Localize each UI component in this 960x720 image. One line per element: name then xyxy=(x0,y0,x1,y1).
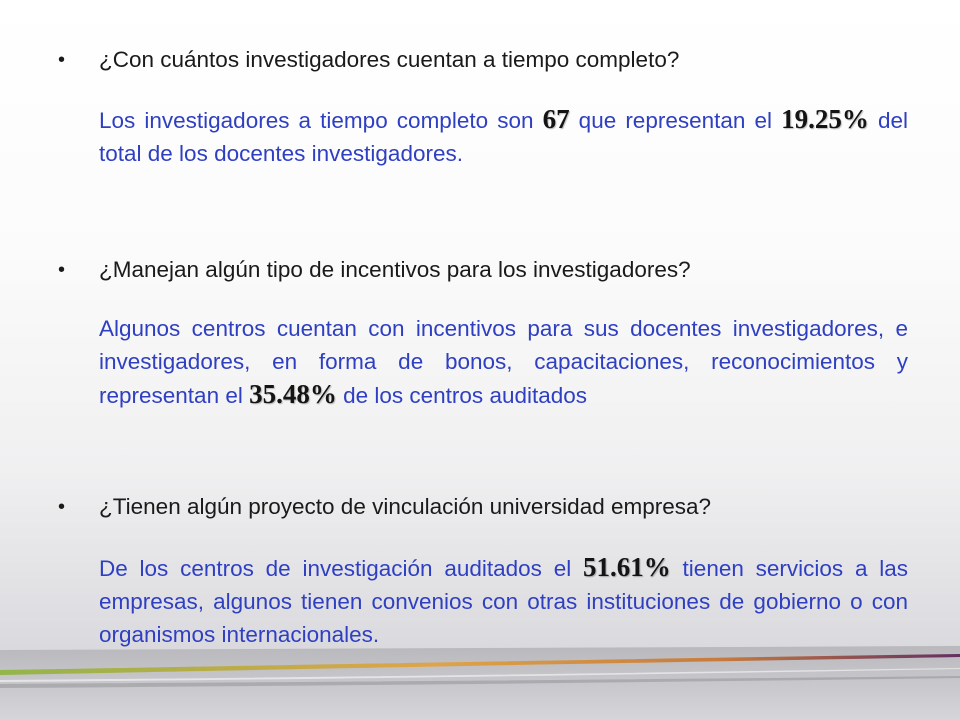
question-text: ¿Tienen algún proyecto de vinculación universidad empresa? xyxy=(99,494,712,519)
answer-text: de los centros auditados xyxy=(336,383,588,408)
answer-text: De los centros de investigación auditados el xyxy=(99,556,584,581)
footer-decoration xyxy=(0,640,960,720)
answer-1 xyxy=(99,103,908,170)
highlight-value: 35.48% xyxy=(249,379,337,409)
highlight-value: 51.61% xyxy=(583,552,671,582)
answer-2 xyxy=(99,312,908,412)
bullet-icon: • xyxy=(58,259,66,281)
bullet-icon: • xyxy=(58,49,66,71)
answer-text: tienen servicios a las empresas, algunos tienen convenios con otras instituciones de gobierno o con organismos internacionales. xyxy=(99,556,909,647)
answer-3 xyxy=(99,551,908,651)
answer-text: Algunos centros cuentan con incentivos para sus docentes investigadores, e investigadores, en forma de bonos, capacitaciones, reconocimientos y representan el xyxy=(99,316,908,408)
highlight-value: 67 xyxy=(542,104,570,134)
answer-text: que representan el xyxy=(569,108,782,133)
bullet-icon: • xyxy=(58,496,66,518)
question-text: ¿Con cuántos investigadores cuentan a tiempo completo? xyxy=(99,47,680,72)
question-text: ¿Manejan algún tipo de incentivos para los investigadores? xyxy=(99,257,691,282)
answer-text: del total de los docentes investigadores. xyxy=(99,108,908,166)
answer-text: Los investigadores a tiempo completo son xyxy=(99,108,543,133)
highlight-value: 19.25% xyxy=(781,104,869,134)
